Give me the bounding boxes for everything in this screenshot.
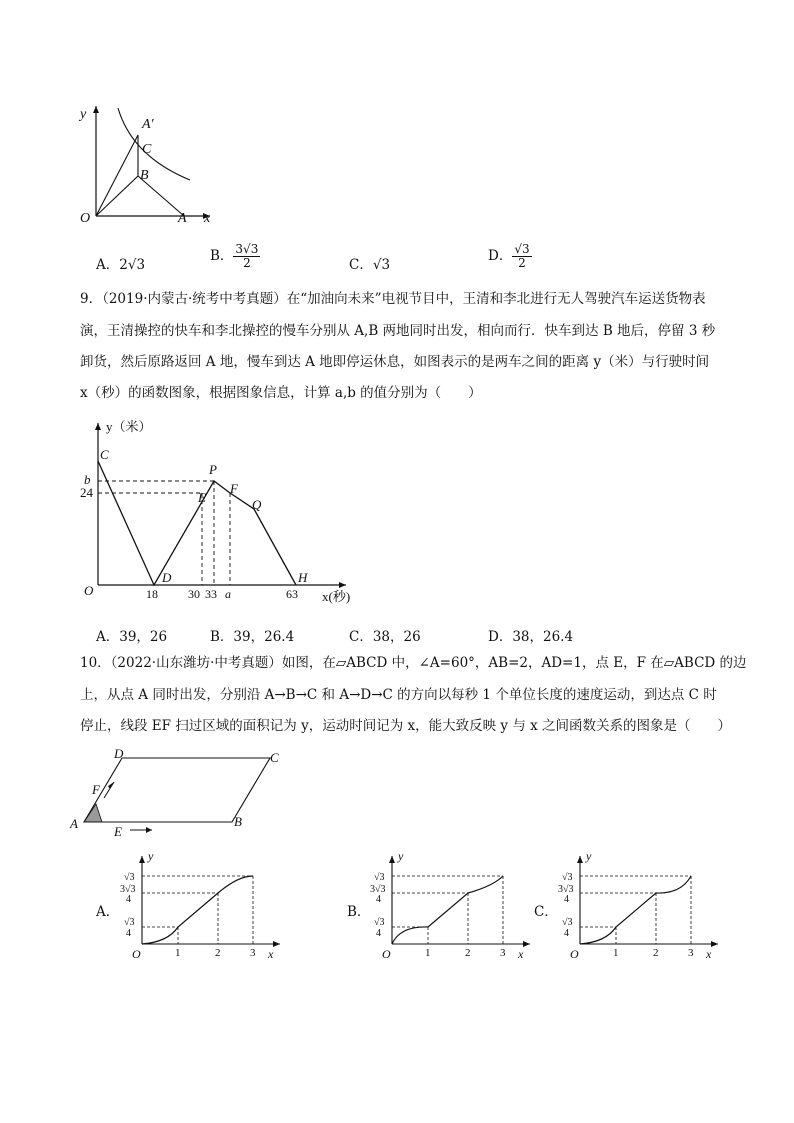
point-F: F [230, 481, 238, 496]
q10-graph-a [118, 846, 288, 964]
point-Q: Q [252, 497, 262, 512]
svg-text:√3: √3 [374, 872, 385, 883]
point-P: P [209, 462, 217, 477]
q8-option-b[interactable] [210, 243, 260, 270]
label-Aprime: A′ [142, 117, 154, 132]
option-letter: A． [96, 904, 120, 920]
label-C: C [270, 750, 279, 765]
svg-text:x: x [268, 947, 274, 961]
y-axis-label: y（米） [106, 419, 152, 434]
q8-option-a[interactable] [96, 253, 145, 273]
q10-line-2: 上，从点 A 同时出发，分别沿 A→B→C 和 A→D→C 的方向以每秒 1 个单位长度的速度运动，到达点 C 时 [80, 687, 717, 703]
q10-line-3: 停止，线段 EF 扫过区域的面积记为 y，运动时间记为 x，能大致反映 y 与 x 之间函数关系的图象是（ ） [80, 718, 732, 734]
svg-text:O: O [382, 947, 391, 961]
option-letter: A． [96, 257, 120, 273]
curve [392, 876, 503, 944]
svg-text:4: 4 [126, 894, 131, 905]
q10-line-1: 10．（2022·山东潍坊·中考真题）如图，在▱ABCD 中，∠A=60°，AB=2，AD=1，点 E，F 在▱ABCD 的边 [80, 655, 747, 671]
tick-24: 24 [80, 485, 93, 500]
label-A: A [70, 816, 78, 831]
svg-text:x: x [518, 947, 524, 961]
curve [580, 876, 691, 944]
label-E: E [114, 824, 122, 839]
q10-option-b[interactable] [347, 900, 370, 920]
point-O: O [84, 583, 94, 598]
svg-text:4: 4 [376, 894, 381, 905]
x-axis-label: x(秒) [322, 589, 351, 604]
tick-18: 18 [146, 587, 158, 601]
option-letter: B． [347, 904, 371, 920]
tick-30: 30 [188, 587, 200, 601]
svg-text:2: 2 [465, 947, 471, 959]
q9-figure [76, 413, 366, 605]
distance-graph [98, 461, 296, 585]
q10-option-a[interactable] [96, 900, 119, 920]
point-E: E [198, 490, 206, 505]
q9-line-2: 演，王清操控的快车和李北操控的慢车分别从 A,B 两地同时出发，相向而行．快车到达 B 地后，停留 3 秒 [80, 323, 716, 339]
label-y: y [80, 107, 87, 122]
option-value: √3 [372, 257, 391, 273]
q9-line-3: 卸货，然后原路返回 A 地，慢车到达 A 地即停运休息，如图表示的是两车之间的距离 y（米）与行驶时间 [80, 354, 710, 370]
tick-a: a [225, 587, 231, 601]
svg-text:3: 3 [688, 947, 694, 959]
label-D: D [114, 746, 124, 761]
option-fraction: $\frac{3√3}{2}$ [235, 242, 259, 270]
option-letter: B． [210, 248, 234, 264]
svg-text:√3: √3 [562, 872, 573, 883]
q10-figure [66, 744, 296, 839]
svg-text:2: 2 [215, 947, 221, 959]
q9-option-d[interactable]: D．38，26.4 [488, 629, 574, 645]
point-H: H [298, 570, 308, 585]
svg-text:2: 2 [653, 947, 659, 959]
svg-text:4: 4 [564, 894, 569, 905]
svg-text:3: 3 [500, 947, 506, 959]
svg-text:3√3: 3√3 [370, 884, 386, 895]
point-C: C [100, 447, 109, 462]
triangle-OAprimeB [96, 135, 138, 216]
svg-text:1: 1 [613, 947, 619, 959]
svg-text:3: 3 [250, 947, 256, 959]
label-x: x [204, 211, 211, 226]
q10-option-c[interactable] [534, 900, 558, 920]
q10-graph-c [556, 846, 726, 964]
svg-text:3√3: 3√3 [120, 884, 136, 895]
svg-text:√3: √3 [562, 917, 573, 928]
label-B: B [234, 814, 242, 829]
option-letter: D． [488, 248, 513, 264]
svg-text:√3: √3 [124, 872, 135, 883]
q8-figure [70, 98, 220, 228]
label-F: F [92, 782, 100, 797]
label-O: O [80, 211, 91, 226]
q9-line-1: 9．（2019·内蒙古·统考中考真题）在“加油向未来”电视节目中，王清和李北进行无人驾驶汽车运送货物表 [80, 291, 706, 307]
q10-graph-b [368, 846, 538, 964]
q8-option-c[interactable] [349, 253, 390, 273]
q9-line-4: x（秒）的函数图象，根据图象信息，计算 a,b 的值分别为（ ） [80, 385, 482, 401]
svg-text:√3: √3 [124, 917, 135, 928]
parallelogram-ABCD [84, 758, 270, 822]
option-letter: C． [534, 904, 558, 920]
label-A: A [178, 211, 187, 226]
label-B: B [140, 168, 149, 183]
q9-option-b[interactable]: B．39，26.4 [210, 629, 295, 645]
hyperbola-curve [118, 108, 190, 180]
tick-33: 33 [205, 587, 217, 601]
point-D: D [162, 570, 172, 585]
svg-text:√3: √3 [374, 917, 385, 928]
svg-text:1: 1 [175, 947, 181, 959]
option-value: 2√3 [119, 257, 146, 273]
svg-text:O: O [570, 947, 579, 961]
label-C: C [142, 142, 152, 157]
svg-text:1: 1 [425, 947, 431, 959]
q8-option-d[interactable] [488, 243, 532, 270]
svg-text:x: x [706, 947, 712, 961]
svg-text:4: 4 [376, 928, 381, 939]
svg-text:y: y [148, 849, 154, 863]
option-letter: C． [349, 257, 373, 273]
svg-text:4: 4 [126, 928, 131, 939]
svg-text:O: O [132, 947, 141, 961]
tick-63: 63 [286, 587, 298, 601]
q9-option-a[interactable]: A．39，26 [96, 629, 168, 645]
curve [142, 876, 253, 944]
svg-text:y: y [586, 849, 592, 863]
svg-text:3√3: 3√3 [558, 884, 574, 895]
q9-option-c[interactable]: C．38，26 [349, 629, 421, 645]
option-fraction: $\frac{√3}{2}$ [514, 242, 530, 270]
svg-text:4: 4 [564, 928, 569, 939]
tick-b: b [84, 472, 91, 487]
svg-text:y: y [398, 849, 404, 863]
